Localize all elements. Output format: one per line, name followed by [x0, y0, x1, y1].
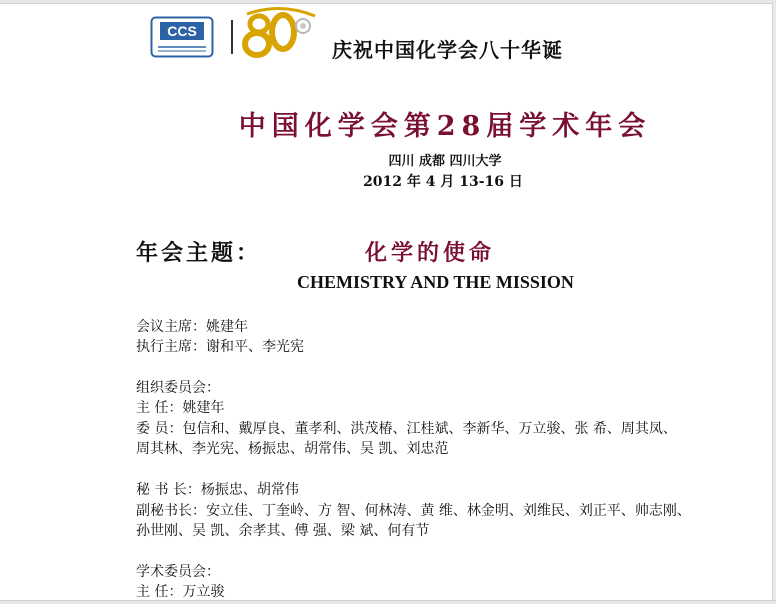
organizing-members-cont: 周其林、李光宪、杨振忠、胡常伟、吴 凯、刘忠范	[136, 441, 449, 457]
ccs-logo-text: CCS	[167, 23, 197, 39]
logo-divider	[231, 20, 233, 54]
window-top-edge	[0, 0, 776, 4]
organizing-committee-heading: 组织委员会：	[136, 380, 220, 396]
conference-date: 2012 年 4 月 13-16 日	[363, 174, 523, 190]
deputy-secretaries: 副秘书长：安立佳、丁奎岭、方 智、何林涛、黄 维、林金明、刘维民、刘正平、帅志刚、	[136, 503, 691, 519]
theme-label: 年会主题：	[136, 240, 262, 266]
conference-title: 中国化学会第28届学术年会	[238, 111, 652, 142]
organizing-director: 主 任：姚建年	[136, 400, 225, 416]
deputy-secretaries-cont: 孙世刚、吴 凯、余孝其、傅 强、梁 斌、何有节	[136, 523, 430, 539]
academic-director: 主 任：万立骏	[136, 584, 225, 600]
organizing-members: 委 员：包信和、戴厚良、董孝利、洪茂椿、江桂斌、李新华、万立骏、张 希、周其凤、	[136, 421, 677, 437]
celebration-heading: 庆祝中国化学会八十华诞	[332, 38, 563, 62]
secretary-general: 秘 书 长：杨振忠、胡常伟	[136, 482, 299, 498]
window-bottom-edge	[0, 600, 776, 604]
executive-chair: 执行主席：谢和平、李光宪	[136, 339, 304, 355]
anniversary-80-logo	[241, 4, 321, 60]
ccs-logo	[150, 16, 214, 58]
vertical-scrollbar[interactable]	[772, 3, 776, 604]
conference-chair: 会议主席：姚建年	[136, 319, 248, 335]
theme-english: CHEMISTRY AND THE MISSION	[297, 272, 574, 292]
academic-committee-heading: 学术委员会：	[136, 564, 220, 580]
conference-venue: 四川 成都 四川大学	[388, 154, 502, 169]
theme-chinese: 化学的使命	[365, 240, 496, 266]
